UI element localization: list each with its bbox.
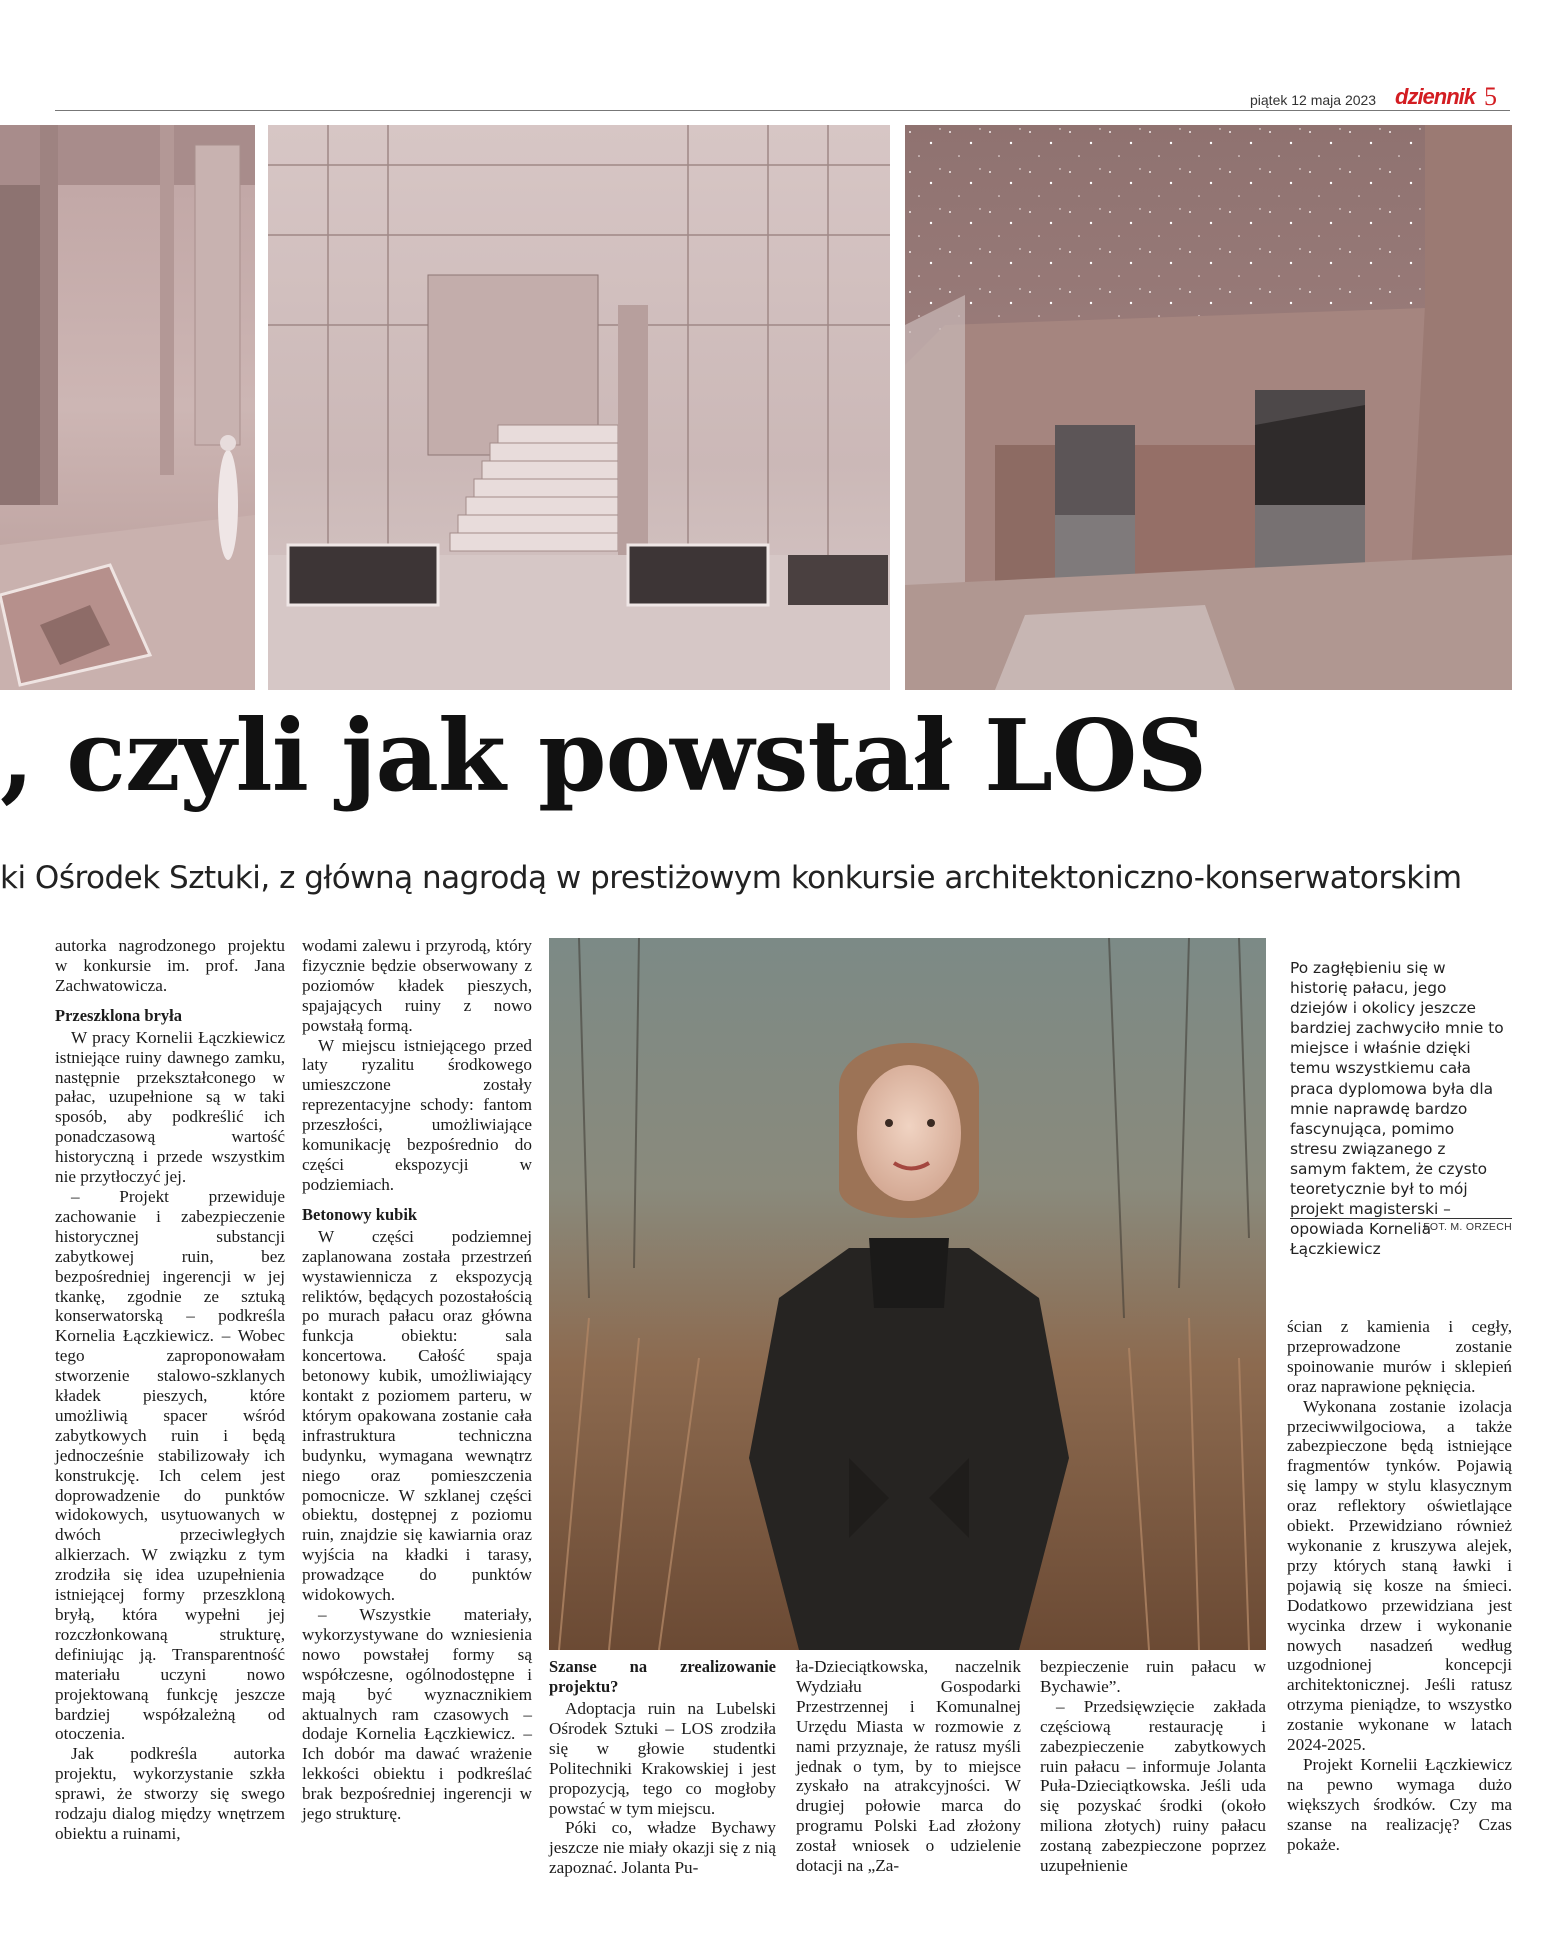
column-4-paragraph: ła-Dzieciątkowska, naczelnik Wydziału Gospodarki Przestrzennej i Komunalnej Urzędu Miasta w rozmowie z nami przyznaje, że ratusz myśli jednak o tym, by to miejsce zyskało na atrakcyjności. W drugiej połowie marca do programu Polski Ład złożony został wniosek o udzielenie dotacji na „Za-	[796, 1657, 1021, 1876]
article-column-5	[1040, 1657, 1266, 1876]
column-1-paragraph: – Projekt przewiduje zachowanie i zabezpieczenie historycznej substancji zabytkowej ruin, bez bezpośredniej ingerencji w jej tkankę, zgodnie ze sztuką konserwatorską – podkreśla Kornelia Łączkiewicz. – Wobec tego zaproponowałam stworzenie stalowo-szklanych kładek pieszych, które umożliwią spacer wśród zabytkowych ruin i będą jednocześnie stabilizowały ich konstrukcję. Ich celem jest doprowadzenie do punktów widokowych, usytuowanych w dwóch przeciwległych alkierzach. W związku z tym zrodziła się idea uzupełnienia istniejącej formy przeszkloną bryłą, która wypełni jej rozczłonkowaną strukturę, definiując ją. Transparentność materiału uczyni nowo projektowaną funkcję jeszcze bardziej współzależną od otoczenia.	[55, 1186, 285, 1744]
column-2-paragraph: W miejscu istniejącego przed laty ryzalitu środkowego umieszczone zostały reprezentacyjne schody: fantom przeszłości, umożliwiające komunikację bezpośrednio do części ekspozycji w podziemiach.	[302, 1035, 532, 1194]
photo-credit: FOT. M. ORZECH	[1290, 1218, 1512, 1233]
header-rule	[55, 110, 1510, 111]
subheadline: ki Ośrodek Sztuki, z główną nagrodą w prestiżowym konkursie architektoniczno-konserwatorskim	[0, 860, 1462, 896]
newspaper-logo: dziennik	[1395, 84, 1476, 109]
column-3-paragraph: Adoptacja ruin na Lubelski Ośrodek Sztuki – LOS zrodziła się w głowie studentki Politechniki Krakowskiej i jest propozycją, tego co mogłoby powstać w tym miejscu.	[549, 1699, 776, 1818]
portrait-photo-kornelia	[549, 938, 1266, 1650]
column-2-paragraph: – Wszystkie materiały, wykorzystywane do wzniesienia nowo powstałej formy są współczesne, ogólnodostępne i mają być wyznacznikiem aktualnych ram czasowych – dodaje Kornelia Łączkiewicz. – Ich dobór ma dawać wrażenie lekkości obiektu i podkreślać brak bezpośredniej ingerencji w jego strukturę.	[302, 1605, 532, 1824]
column-6-paragraph: ścian z kamienia i cegły, przeprowadzone zostanie spoinowanie murów i sklepień oraz naprawione pęknięcia.	[1287, 1317, 1512, 1396]
article-column-4	[796, 1657, 1021, 1876]
column-3-paragraph: Póki co, władze Bychawy jeszcze nie miały okazji się z nią zapoznać. Jolanta Pu-	[549, 1818, 776, 1878]
column-6-paragraph: Wykonana zostanie izolacja przeciwwilgociowa, a także zabezpieczone będą istniejące fragmentów tynków. Pojawią się lampy w stylu klasycznym oraz reflektory oświetlające obiekt. Przewidziano również wykonanie z kruszywa alejek, przy których staną ławki i pojawią się kosze na śmieci. Dodatkowo przewidziana jest wycinka drzew i wykonanie nowych nasadzeń według uzgodnionej koncepcji architektonicznej. Jeśli ratusz otrzyma pieniądze, to wszystko zostanie wykonane w latach 2024-2025.	[1287, 1396, 1512, 1755]
column-2-paragraph: W części podziemnej zaplanowana została przestrzeń wystawiennicza z ekspozycją reliktów, będących pozostałością po murach pałacu oraz główna funkcja obiektu: sala koncertowa. Całość spaja betonowy kubik, umożliwiający kontakt z poziomem parteru, w którym opakowana zostanie cała infrastruktura techniczna budynku, wymagana wewnątrz niego oraz pomieszczenia pomocnicze. W szklanej części obiektu, dostępnej z poziomu ruin, znajdzie się kawiarnia oraz wyjścia na kładki i tarasy, prowadzące do punktów widokowych.	[302, 1226, 532, 1605]
column-1-paragraph: W pracy Kornelii Łączkiewicz istniejące ruiny dawnego zamku, następnie przekształconego w pałac, uzupełnione są w taki sposób, aby podkreślić ich ponadczasową wartość historyczną i przede wszystkim nie przytłoczyć jej.	[55, 1027, 285, 1187]
headline: , czyli jak powstał LOS	[0, 699, 1207, 814]
pull-quote: Po zagłębieniu się w historię pałacu, jego dziejów i okolicy jeszcze bardziej zachwyciło mnie to miejsce i właśnie dzięki temu wszystkiemu cała praca dyplomowa była dla mnie naprawdę bardzo fascynująca, pomimo stresu związanego z samym faktem, że czysto teoretycznie był to mój projekt magisterski – opowiada Kornelia Łączkiewicz	[1290, 959, 1504, 1259]
column-1-paragraph: Jak podkreśla autorka projektu, wykorzystanie szkła sprawi, że stworzy się swego rodzaju dialog między wnętrzem obiektu a ruinami,	[55, 1744, 285, 1843]
render-interior-image	[0, 125, 255, 690]
column-2-paragraph: wodami zalewu i przyrodą, który fizycznie będzie obserwowany z poziomów kładek pieszych, spajających ruiny z nowo powstałą formą.	[302, 936, 532, 1035]
section-heading-przeszklona-bryla: Przeszklona bryła	[55, 1005, 182, 1025]
render-staircase-image	[268, 125, 890, 690]
article-column-1	[55, 936, 285, 1844]
issue-date: piątek 12 maja 2023	[1250, 92, 1377, 108]
article-column-6	[1287, 1317, 1512, 1854]
column-1-intro: autorka nagrodzonego projektu w konkursie im. prof. Jana Zachwatowicza.	[55, 936, 285, 995]
section-heading-szanse: Szanse na zrealizowanie projektu?	[549, 1657, 776, 1696]
page-number: 5	[1484, 82, 1497, 111]
column-5-paragraph: – Przedsięwzięcie zakłada częściową restaurację i zabezpieczenie zabytkowych ruin pałacu – informuje Jolanta Puła-Dzieciątkowska. Jeśli uda się pozyskać środki (około miliona złotych) ruiny pałacu zostaną zabezpieczone poprzez uzupełnienie	[1040, 1696, 1266, 1876]
article-column-2	[302, 936, 532, 1824]
column-5-paragraph: bezpieczenie ruin pałacu w Bychawie”.	[1040, 1657, 1266, 1696]
section-heading-betonowy-kubik: Betonowy kubik	[302, 1204, 418, 1224]
render-ruins-starry-image	[905, 125, 1512, 690]
article-column-3	[549, 1657, 776, 1878]
column-6-paragraph: Projekt Kornelii Łączkiewicz na pewno wymaga dużo większych środków. Czy ma szanse na realizację? Czas pokaże.	[1287, 1754, 1512, 1854]
